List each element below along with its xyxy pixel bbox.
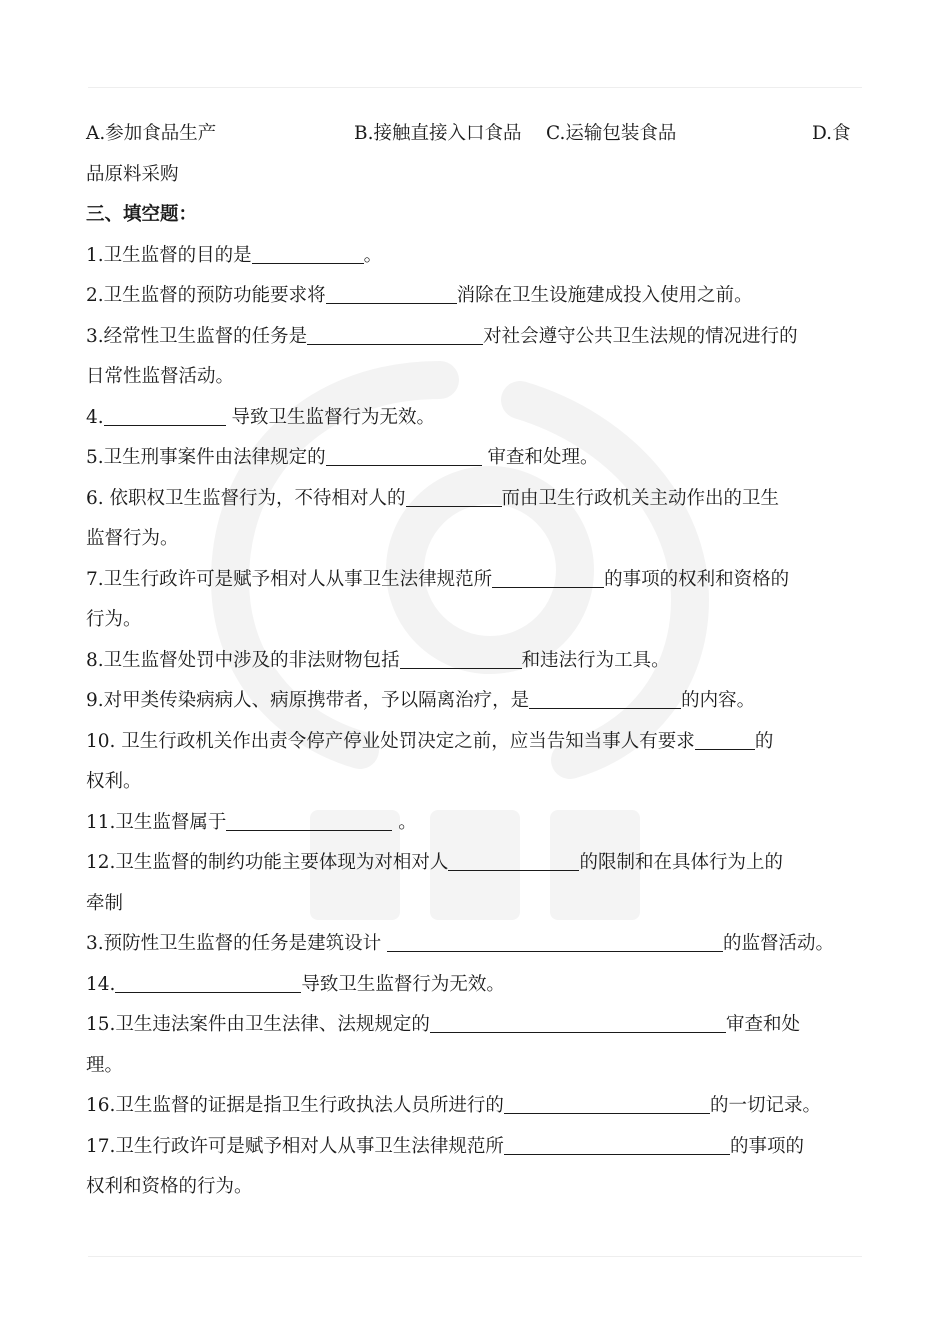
question-17-continued: 权利和资格的行为。 [86,1176,253,1197]
question-11 [86,803,876,844]
question-10 [86,722,876,763]
answer-blank [326,443,482,466]
option-a: A.参加食品生产 [86,123,217,144]
question-8 [86,641,876,682]
question-6-continued: 监督行为。 [86,528,179,549]
document-body [86,114,876,1208]
question-text: 3.经常性卫生监督的任务是 [86,325,308,347]
question-6 [86,479,876,520]
question-text: 9.对甲类传染病病人、病原携带者，予以隔离治疗，是 [86,690,530,711]
section-title: 三、填空题： [86,204,198,225]
question-12-continued: 牵制 [86,892,124,914]
header-rule [88,87,862,88]
question-text: 的事项的 [729,1135,804,1157]
question-text: 6. 依职权卫生监督行为，不待相对人的 [86,487,406,509]
question-7 [86,560,876,601]
question-15 [86,1005,876,1046]
question-12 [86,843,876,884]
answer-blank [504,1091,710,1114]
answer-blank [226,808,392,831]
question-17 [86,1127,876,1168]
question-13 [86,924,876,965]
question-text: 审查和处 [725,1014,800,1035]
question-text: 15.卫生违法案件由卫生法律、法规规定的 [86,1014,430,1035]
question-text: 导致卫生监督行为无效。 [225,406,436,428]
question-text: 12.卫生监督的制约功能主要体现为对相对人 [86,852,449,873]
question-text: 4. [86,406,104,428]
question-5 [86,438,876,479]
question-text: 1.卫生监督的目的是 [86,244,252,266]
question-3-continued: 日常性监督活动。 [86,366,235,387]
answer-blank [406,484,502,507]
question-text: 的 [754,730,774,752]
option-c: C.运输包装食品 [546,123,677,144]
question-7-continued: 行为。 [86,609,142,630]
question-text: 而由卫生行政机关主动作出的卫生 [501,487,780,509]
question-text: 17.卫生行政许可是赋予相对人从事卫生法律规范所 [86,1135,504,1157]
question-text: 消除在卫生设施建成投入使用之前。 [456,285,753,306]
answer-blank [307,322,483,345]
question-text: 。 [392,811,417,833]
option-d: D.食 [812,123,851,144]
footer-rule [88,1256,862,1257]
question-text: 14. [86,973,116,995]
question-9 [86,681,876,722]
question-15-continued: 理。 [86,1054,124,1076]
answer-blank [326,281,457,304]
question-3 [86,317,876,358]
question-14 [86,965,876,1006]
question-text: 3.预防性卫生监督的任务是建筑设计 [86,933,388,954]
option-b: B.接触直接入口食品 [354,123,522,144]
answer-blank [492,565,604,588]
question-text: 和违法行为工具。 [521,649,670,671]
answer-blank [115,970,301,993]
question-text: 16.卫生监督的证据是指卫生行政执法人员所进行的 [86,1095,504,1116]
question-10-continued: 权利。 [86,771,142,792]
question-text: 。 [363,244,383,266]
question-text: 5.卫生刑事案件由法律规定的 [86,447,326,468]
options-row [86,114,876,155]
question-16 [86,1086,876,1127]
question-text: 的监督活动。 [723,933,835,954]
question-text: 的限制和在具体行为上的 [579,852,783,873]
answer-blank [448,848,579,871]
question-text: 8.卫生监督处罚中涉及的非法财物包括 [86,649,400,671]
question-4 [86,398,876,439]
question-text: 10. 卫生行政机关作出责令停产停业处罚决定之前，应当告知当事人有要求 [86,730,695,752]
question-text: 导致卫生监督行为无效。 [301,973,505,995]
question-text: 2.卫生监督的预防功能要求将 [86,285,326,306]
question-1 [86,236,876,277]
question-2 [86,276,876,317]
answer-blank [252,241,364,264]
question-text: 7.卫生行政许可是赋予相对人从事卫生法律规范所 [86,568,493,590]
question-text: 11.卫生监督属于 [86,811,227,833]
question-text: 的一切记录。 [709,1095,821,1116]
answer-blank [400,646,522,669]
answer-blank [387,929,723,952]
question-text: 的事项的权利和资格的 [604,568,790,590]
answer-blank [695,727,755,750]
option-d-continued: 品原料采购 [86,163,179,185]
question-text: 审查和处理。 [481,447,599,468]
answer-blank [430,1010,726,1033]
answer-blank [529,686,681,709]
answer-blank [104,403,226,426]
answer-blank [504,1132,730,1155]
question-text: 的内容。 [681,690,756,711]
question-text: 对社会遵守公共卫生法规的情况进行的 [483,325,798,347]
